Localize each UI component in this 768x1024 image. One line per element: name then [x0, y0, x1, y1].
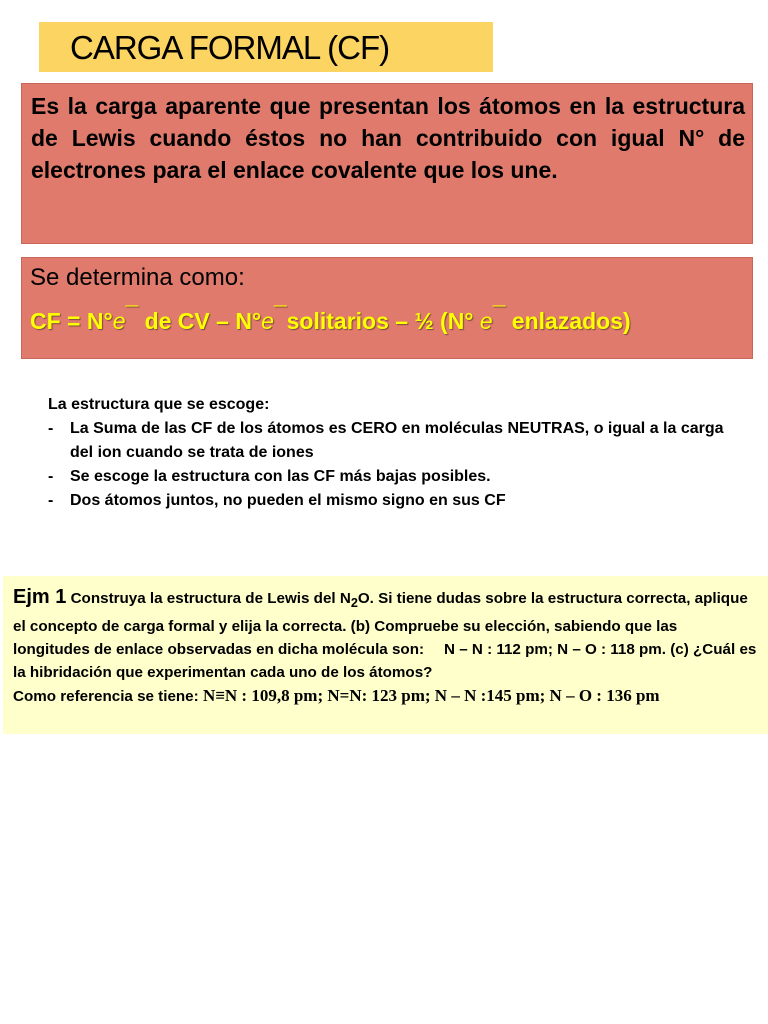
example-text-c: (c) ¿Cuál es la hibridación que experimentan cada uno de los átomos?: [13, 641, 757, 682]
electron-symbol: e: [261, 308, 274, 334]
rules-intro: La estructura que se escoge:: [48, 396, 270, 413]
selection-rules: [48, 393, 738, 513]
reference-label: Como referencia se tiene:: [13, 688, 199, 706]
example-text-a: Construya la estructura de Lewis del N: [70, 590, 351, 607]
observed-bond-lengths: N – N : 112 pm; N – O : 118 pm.: [444, 641, 667, 659]
example-text: [13, 586, 758, 708]
rule-item: - La Suma de las CF de los átomos es CERO en moléculas NEUTRAS, o igual a la carga del ion cuando se trata de iones: [48, 417, 738, 465]
formal-charge-formula: [30, 302, 631, 335]
formula-part2: solitarios – ½ (N°: [286, 308, 480, 334]
reference-values: N≡N : 109,8 pm; N=N: 123 pm; N – N :145 pm; N – O : 136 pm: [202, 686, 660, 706]
formula-lhs: CF = N°: [30, 308, 113, 334]
electron-bar: ¯: [125, 302, 139, 328]
formula-part1: de CV – N°: [138, 308, 262, 334]
electron-symbol: e: [479, 308, 493, 334]
determination-box: [21, 257, 753, 359]
electron-bar: ¯: [273, 302, 287, 328]
electron-bar: ¯: [492, 302, 506, 328]
example-text-b: O. Si tiene dudas sobre la estructura correcta, aplique el concepto de carga formal y elija la correcta. (b) Compruebe su elección, sabiendo que las longitudes de enlace observadas en dicha molécula son:: [13, 590, 748, 659]
example-box: [3, 576, 768, 734]
definition-text: Es la carga aparente que presentan los átomos en la estructura de Lewis cuando éstos no han contribuido con igual N° de electrones para el enlace covalente que los une.: [31, 93, 745, 183]
rule-item: - Dos átomos juntos, no pueden el mismo signo en sus CF: [48, 489, 738, 513]
subscript-2: 2: [350, 596, 358, 611]
rule-item: - Se escoge la estructura con las CF más bajas posibles.: [48, 465, 738, 489]
definition-box: [21, 83, 753, 244]
example-label: Ejm 1: [13, 586, 67, 608]
formula-part3: enlazados): [505, 308, 631, 334]
electron-symbol: e: [112, 308, 126, 334]
determination-heading: Se determina como:: [30, 264, 245, 291]
rules-list: [48, 417, 738, 513]
page-title: CARGA FORMAL (CF): [70, 29, 390, 66]
